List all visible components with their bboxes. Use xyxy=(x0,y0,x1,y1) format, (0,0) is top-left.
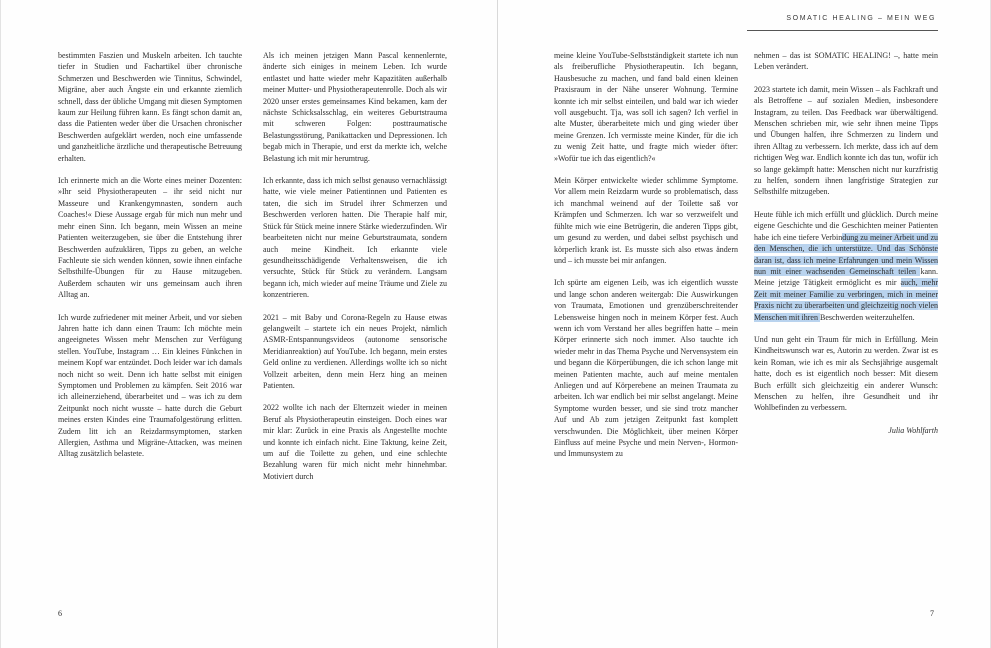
body-paragraph xyxy=(263,312,447,392)
text-segment: Ich spürte am eigenen Leib, was ich eigentlich wusste und lange schon anderen weitergab: Die Auswirkungen von Traumata, Emotionen und grenzüberschreitender Lebensweise hingen noch in meinem Körper fest. Auch wenn ich vom Verstand her alles begriffen hatte – mein Körper erinnerte sich noch immer. Also tauchte ich wieder mehr in das Thema Psyche und Nervensystem ein und begann die Körperübungen, die ich schon lange mit meinen Patienten machte, auch auf meine mentalen Anliegen und auf Körperebene an meinen Traumata zu arbeiten. Ich war endlich bei mir selbst angelangt. Meine Symptome wurden besser, und sie sind trotz mancher Auf und Ab zum jetzigen Zeitpunkt fast komplett verschwunden. Die Möglichkeit, über meinen Körper Einfluss auf meine Psyche und mein Nerven-, Hormon- und Immunsystem zu xyxy=(554,278,738,459)
text-segment: Beschwerden weiterzuhelfen. xyxy=(819,312,915,322)
body-paragraph xyxy=(263,402,447,482)
text-segment: Mein Körper entwickelte wieder schlimme Symptome. Vor allem mein Reizdarm wurde so problematisch, dass ich manchmal weinend auf der Toilette saß vor Krämpfen und Schmerzen. Ich war so verzweifelt und fühlte mich wie eine Betrügerin, die anderen Tipps gibt, um gesund zu werden, und dabei selbst psychisch und körperlich krank ist. Es musste sich also etwas ändern und – ich musste bei mir anfangen. xyxy=(554,176,738,265)
selected-text: dung zu meiner Arbeit und zu den Menschen, die ich unterstütze. Und das Schönste daran ist, dass ich meine Erfahrungen und mein Wissen nun mit einer wachsenden Gemeinschaft teilen xyxy=(754,232,938,276)
text-segment: 2021 – mit Baby und Corona-Regeln zu Hause etwas gelangweilt – startete ich ein neues Projekt, nämlich ASMR-Entspannungsvideos (autonome sensorische Meridianreaktion) auf YouTube. Ich begann, mein erstes Geld online zu verdienen. Allerdings wollte ich so nicht Vollzeit arbeiten, denn mein Herz hing an meinen Patienten. xyxy=(263,312,447,390)
body-paragraph xyxy=(554,50,738,164)
body-paragraph xyxy=(754,50,938,73)
body-paragraph xyxy=(58,175,242,300)
text-segment: meine kleine YouTube-Selbstständigkeit startete ich nun als freiberufliche Physiotherapeutin. Ich begann, Hausbesuche zu machen, und fand bald einen kleinen Praxisraum in der Nähe unserer Wohnung. Termine konnte ich mir selbst einteilen, und bald war ich wieder voll ausgebucht. Tja, was soll ich sagen? Ich verfiel in alte Muster, überarbeitete mich und ging wieder über meine Grenzen. Ich vermisste meine Kinder, für die ich zu wenig Zeit hatte, und fragte mich wieder öfter: »Wofür tue ich das eigentlich?« xyxy=(554,51,738,163)
text-segment: nehmen – das ist SOMATIC HEALING! –, hatte mein Leben verändert. xyxy=(754,51,938,72)
text-segment: Ich wurde zufriedener mit meiner Arbeit, und vor sieben Jahren hatte ich dann einen Traum: Ich möchte mein angeeignetes Wissen mehr Menschen zur Verfügung stellen. YouTube, Instagram … Ein kleines Fünkchen in meinem Kopf war entzündet. Doch leider war ich damals noch nicht so weit. Denn ich hatte selbst mit einigen Symptomen und Problemen zu kämpfen. Seit 2016 war ich alleinerziehend, überarbeitet und – was ich zu dem Zeitpunkt noch nicht wusste – hatte durch die Geburt meines ersten Kindes eine Traumafolgestörung erlitten. Zudem litt ich an Reizdarmsymptomen, starken Allergien, Asthma und Migräne-Attacken, was meinen Alltag zusätzlich belastete. xyxy=(58,312,242,459)
body-paragraph xyxy=(554,175,738,266)
text-segment: 2022 wollte ich nach der Elternzeit wieder in meinen Beruf als Physiotherapeutin einsteigen. Doch eines war mir klar: Zurück in eine Praxis als Angestellte mochte und konnte ich einfach nicht. Eine Taktung, keine Zeit, um auf die Toilette zu gehen, und eine schlechte Bezahlung waren für mich nicht mehr hinnehmbar. Motiviert durch xyxy=(263,403,447,481)
text-segment: Als ich meinen jetzigen Mann Pascal kennenlernte, änderte sich einiges in meinem Leben. Ich wurde entlastet und hatte wieder mehr Kapazitäten außerhalb meiner Mutter- und Physiotherapeutenrolle. Doch als wir 2020 unser erstes gemeinsames Kind bekamen, kam der nächste Schicksalsschlag, ein weiteres Geburtstrauma mit schweren Folgen: posttraumatische Belastungsstörung, Panikattacken und Depressionen. Ich begab mich in Therapie, und erst da merkte ich, welche Belastung ich mit mir herumtrug. xyxy=(263,51,447,163)
page-number-right: 7 xyxy=(930,609,934,618)
body-paragraph xyxy=(554,277,738,460)
text-segment: Ich erinnerte mich an die Worte eines meiner Dozenten: »Ihr seid Physiotherapeuten – ihr seid nicht nur Masseure und Krankengymnasten, sondern auch Coaches!« Diese Aussage ergab für mich nun mehr und mehr einen Sinn. Ich begann, mein Wissen an meine Patienten weiterzugeben, sie über die Entstehung ihrer Beschwerden aufzuklären, Tipps zu geben, an welche Fachleute sie sich wenden können, sowie ihnen einfache Selbsthilfe-Übungen für zu Hause mitzugeben. Außerdem schauten wir uns gemeinsam auch ihren Alltag an. xyxy=(58,176,242,300)
text-segment: Julia Wohlfarth xyxy=(888,425,938,435)
text-column-1 xyxy=(58,50,242,471)
text-column-2 xyxy=(263,50,447,493)
page-number-left: 6 xyxy=(58,609,62,618)
text-segment: bestimmten Faszien und Muskeln arbeiten. Ich tauchte tiefer in Studien und Fachartikel über chronische Schmerzen und Beschwerden wie Tinnitus, Schwindel, Migräne, aber auch Ängste ein und erkannte ziemlich schnell, dass der übliche Umgang mit diesen Symptomen kaum zur Heilung führen kann. Es fängt schon damit an, dass die Patienten weder über die Ursachen chronischer Beschwerden aufgeklärt werden, noch eine umfassende und ganzheitliche ärztliche und therapeutische Betreuung erhalten. xyxy=(58,51,242,163)
selected-text: auch, mehr Zeit mit meiner Familie zu verbringen, mich in meiner Praxis nicht zu überarbeiten und gleichzeitig noch vielen Menschen mit ihren xyxy=(754,278,939,322)
body-paragraph xyxy=(754,334,938,414)
body-paragraph xyxy=(754,84,938,198)
text-segment: Ich erkannte, dass ich mich selbst genauso vernachlässigt hatte, wie viele meiner Patientinnen und Patienten es taten, die sich im Strudel ihrer Schmerzen und Beschwerden verloren hatten. Die Therapie half mir, Stück für Stück meine innere Stärke wiederzufinden. Wir bearbeiteten nicht nur meine Geburtstraumata, sondern auch meine Kindheit. Ich erkannte viele gesundheitsschädigende Verhaltensweisen, die ich versuchte, Stück für Stück zu verändern. Langsam begann ich, mich wieder auf meine Träume und Ziele zu konzentrieren. xyxy=(263,176,447,300)
text-segment: kann. Meine jetzige Tätigkeit ermöglicht es mir xyxy=(754,266,938,288)
text-column-3 xyxy=(554,50,738,471)
running-head xyxy=(786,15,936,22)
running-head-title: SOMATIC HEALING – MEIN WEG xyxy=(786,15,936,22)
text-segment: Und nun geht ein Traum für mich in Erfüllung. Mein Kindheitswunsch war es, Autorin zu werden. Zwar ist es kein Roman, wie ich es mir als Sechsjährige ausgemalt hatte, doch es ist eigentlich noch besser: Mit diesem Buch erfüllt sich gleichzeitig ein anderer Wunsch: Menschen zu helfen, ihre Gesundheit und ihr Wohlbefinden zu verbessern. xyxy=(754,334,938,413)
page-gutter-line xyxy=(497,0,498,648)
body-paragraph xyxy=(754,209,938,323)
author-signature xyxy=(754,425,938,436)
body-paragraph xyxy=(58,312,242,460)
text-segment: 2023 startete ich damit, mein Wissen – als Fachkraft und als Betroffene – auf sozialen Medien, insbesondere Instagram, zu teilen. Das Feedback war überwältigend. Menschen schrieben mir, wie sehr ihnen meine Tipps und Übungen halfen, ihre Schmerzen zu lindern und ihren Alltag zu verbessern. Ich merkte, dass ich auf dem richtigen Weg war. Endlich konnte ich das tun, wofür ich so lange gekämpft hatte: Menschen nicht nur kurzfristig zu helfen, sondern ihnen langfristige Strategien zur Selbsthilfe mitzugeben. xyxy=(754,84,938,197)
body-paragraph xyxy=(58,50,242,164)
text-segment: Heute fühle ich mich erfüllt und glücklich. Durch meine eigene Geschichte und die Geschichten meiner Patienten habe ich eine tiefere Verbin xyxy=(754,209,938,242)
body-paragraph xyxy=(263,50,447,164)
body-paragraph xyxy=(263,175,447,300)
text-column-4 xyxy=(754,50,938,447)
header-rule xyxy=(747,30,938,31)
